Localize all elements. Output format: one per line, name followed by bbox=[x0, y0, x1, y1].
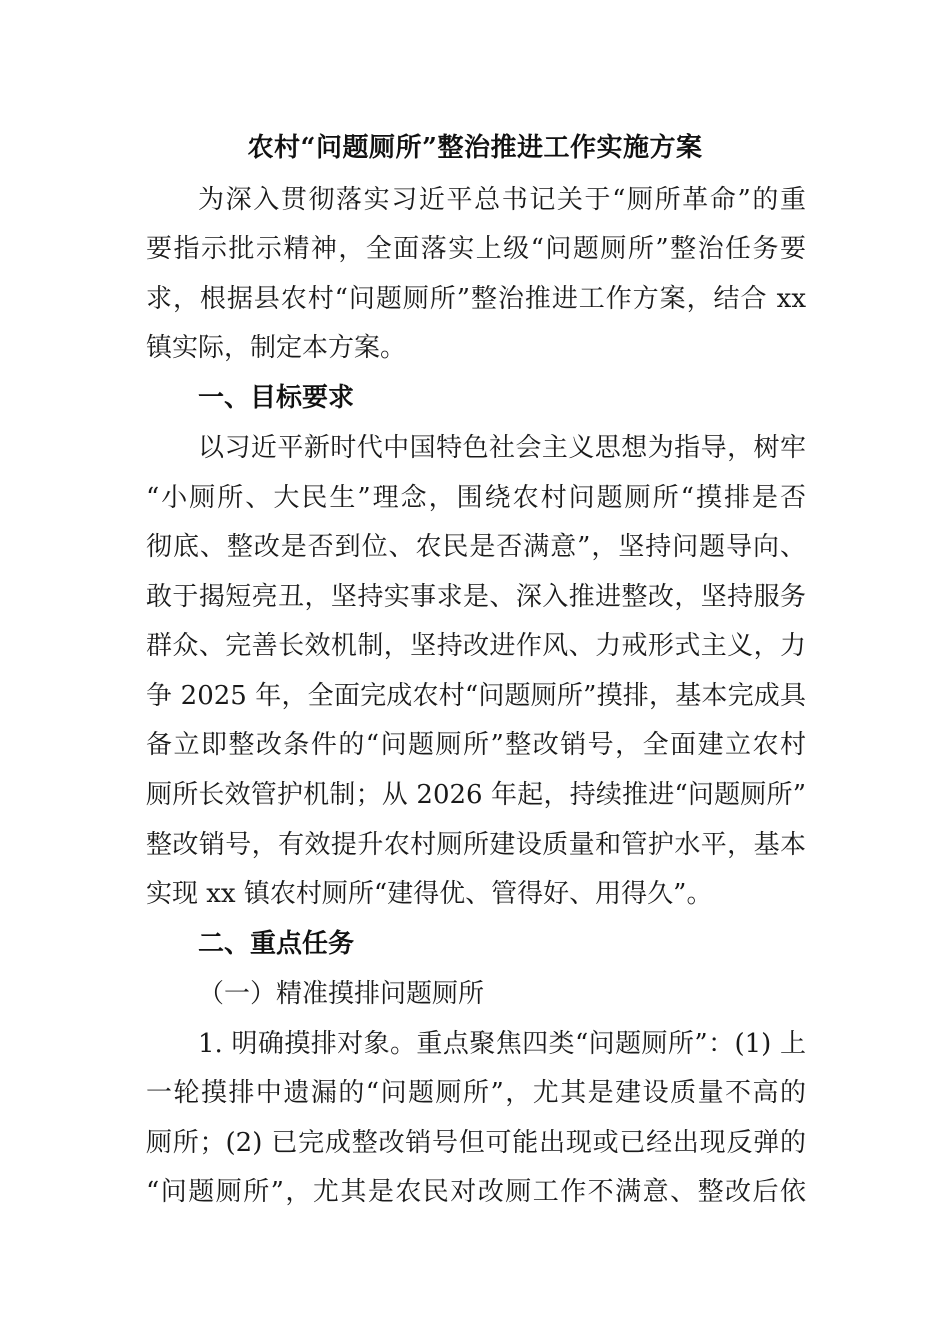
paragraph-line: 求，根据县农村“问题厕所”整治推进工作方案，结合 xx bbox=[146, 284, 806, 314]
paragraph-line: 整改销号，有效提升农村厕所建设质量和管护水平，基本 bbox=[146, 830, 806, 860]
paragraph-line: 敢于揭短亮丑，坚持实事求是、深入推进整改，坚持服务 bbox=[146, 582, 806, 612]
section-heading: 二、重点任务 bbox=[198, 929, 355, 959]
paragraph-line: 要指示批示精神，全面落实上级“问题厕所”整治任务要 bbox=[146, 234, 806, 264]
paragraph-line: 备立即整改条件的“问题厕所”整改销号，全面建立农村 bbox=[146, 730, 806, 760]
paragraph-line: 1. 明确摸排对象。重点聚焦四类“问题厕所”：(1) 上 bbox=[198, 1029, 806, 1059]
paragraph-line: 厕所长效管护机制；从 2026 年起，持续推进“问题厕所” bbox=[146, 780, 806, 810]
paragraph-line: 为深入贯彻落实习近平总书记关于“厕所革命”的重 bbox=[198, 185, 806, 215]
paragraph-line: 一轮摸排中遗漏的“问题厕所”，尤其是建设质量不高的 bbox=[146, 1078, 806, 1108]
paragraph-line: 彻底、整改是否到位、农民是否满意”，坚持问题导向、 bbox=[146, 532, 806, 562]
document-title: 农村“问题厕所”整治推进工作实施方案 bbox=[247, 133, 703, 163]
section-heading: 一、目标要求 bbox=[198, 383, 355, 413]
paragraph-line: “问题厕所”，尤其是农民对改厕工作不满意、整改后依 bbox=[146, 1177, 806, 1207]
paragraph-line: “小厕所、大民生”理念，围绕农村问题厕所“摸排是否 bbox=[146, 483, 806, 513]
paragraph-line: 实现 xx 镇农村厕所“建得优、管得好、用得久”。 bbox=[146, 879, 713, 909]
paragraph-line: 镇实际，制定本方案。 bbox=[146, 333, 407, 363]
paragraph-line: 以习近平新时代中国特色社会主义思想为指导，树牢 bbox=[198, 433, 806, 463]
paragraph-line: 群众、完善长效机制，坚持改进作风、力戒形式主义，力 bbox=[146, 631, 806, 661]
subsection-heading: （一）精准摸排问题厕所 bbox=[198, 979, 485, 1009]
paragraph-line: 厕所；(2) 已完成整改销号但可能出现或已经出现反弹的 bbox=[146, 1128, 806, 1158]
paragraph-line: 争 2025 年，全面完成农村“问题厕所”摸排，基本完成具 bbox=[146, 681, 806, 711]
